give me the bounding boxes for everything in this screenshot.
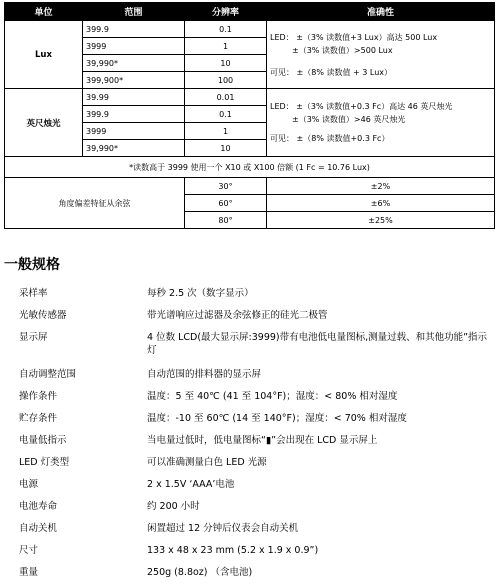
spec-value: 250g (8.8oz) （含电池)	[147, 567, 253, 578]
spec-key: 尺寸	[19, 545, 39, 556]
deviation-cell: ±2%	[267, 178, 495, 195]
deviation-cell: ±6%	[267, 195, 495, 212]
list-item	[19, 544, 489, 566]
table-row	[5, 157, 495, 178]
spec-key: LED 灯类型	[19, 457, 70, 468]
header-accuracy: 准确性	[267, 3, 495, 21]
range-cell: 3999	[83, 123, 185, 140]
header-range: 范围	[83, 3, 185, 21]
specification-table	[4, 2, 495, 229]
general-specs-list	[19, 287, 489, 588]
header-unit: 单位	[5, 3, 83, 21]
spec-key: 采样率	[19, 288, 48, 299]
spec-key: 电源	[19, 479, 39, 490]
spec-value: 4 位数 LCD(最大显示屏:3999)带有电池低电量图标,测量过载、和其他功能”指示灯	[147, 332, 488, 356]
spec-value: 可以准确测量白色 LED 光源	[147, 457, 267, 468]
accuracy-visible: 可见： ±（8% 读数值+0.3 Fc）	[270, 134, 390, 143]
angle-label: 角度偏差特征从余弦	[5, 178, 185, 229]
deviation-cell: ±25%	[267, 212, 495, 229]
unit-lux: Lux	[5, 21, 83, 89]
spec-key: 光敏传感器	[19, 310, 67, 321]
header-resolution: 分辨率	[185, 3, 267, 21]
spec-key: 贮存条件	[19, 413, 58, 424]
resolution-cell: 100	[185, 72, 267, 89]
spec-value: 温度：-10 至 60℃ (14 至 140°F)；湿度：< 70% 相对湿度	[147, 413, 407, 424]
resolution-cell: 10	[185, 55, 267, 72]
range-cell: 39.99	[83, 89, 185, 106]
spec-key: 自动关机	[19, 523, 58, 534]
range-cell: 399.9	[83, 21, 185, 38]
resolution-cell: 1	[185, 123, 267, 140]
angle-cell: 60°	[185, 195, 267, 212]
range-cell: 399.9	[83, 106, 185, 123]
list-item	[19, 331, 489, 368]
spec-value: 约 200 小时	[147, 501, 200, 512]
spec-value: 自动范围的排料器的显示屏	[147, 369, 262, 380]
range-cell: 39,990*	[83, 140, 185, 157]
list-item	[19, 287, 489, 309]
spec-key: 重量	[19, 567, 39, 578]
unit-foot-candle: 英尺烛光	[5, 89, 83, 157]
spec-value: 温度：5 至 40℃ (41 至 104°F)；湿度：< 80% 相对湿度	[147, 391, 398, 402]
list-item	[19, 478, 489, 500]
list-item	[19, 522, 489, 544]
spec-key: 自动调整范围	[19, 369, 77, 380]
spec-value: 每秒 2.5 次（数字显示）	[147, 288, 254, 299]
accuracy-led-high: ±（3% 读数值）>500 Lux	[292, 45, 393, 55]
range-cell: 3999	[83, 38, 185, 55]
range-cell: 39,990*	[83, 55, 185, 72]
accuracy-led: LED： ±（3% 读数值+3 Lux）高达 500 Lux	[270, 32, 438, 42]
resolution-cell: 10	[185, 140, 267, 157]
angle-cell: 30°	[185, 178, 267, 195]
section-title: 一般规格	[4, 257, 60, 273]
list-item	[19, 500, 489, 522]
resolution-cell: 0.1	[185, 21, 267, 38]
range-cell: 399,900*	[83, 72, 185, 89]
accuracy-led: LED： ±（3% 读数值+0.3 Fc）高达 46 英尺烛光	[270, 102, 453, 111]
list-item	[19, 309, 489, 331]
spec-key: 电池寿命	[19, 501, 58, 512]
list-item	[19, 456, 489, 478]
resolution-cell: 0.1	[185, 106, 267, 123]
spec-value: 闲置超过 12 分钟后仪表会自动关机	[147, 523, 299, 534]
table-row	[5, 21, 495, 38]
angle-cell: 80°	[185, 212, 267, 229]
table-footnote: *读数高于 3999 使用一个 X10 或 X100 倍额 (1 Fc = 10.76 Lux)	[5, 157, 495, 178]
spec-value: 当电量过低时，低电量图标“▮”会出现在 LCD 显示屏上	[147, 435, 378, 446]
list-item	[19, 434, 489, 456]
list-item	[19, 390, 489, 412]
spec-key: 电量低指示	[19, 435, 67, 446]
spec-key: 显示屏	[19, 332, 48, 343]
accuracy-visible: 可见： ±（8% 读数值 + 3 Lux）	[270, 67, 393, 77]
table-row	[5, 178, 495, 195]
spec-value: 2 x 1.5V ‘AAA’电池	[147, 479, 235, 490]
spec-key: 操作条件	[19, 391, 58, 402]
resolution-cell: 1	[185, 38, 267, 55]
accuracy-led-high: ±（3% 读数值）>46 英尺烛光	[292, 115, 406, 124]
list-item	[19, 368, 489, 390]
accuracy-fc	[267, 89, 495, 157]
spec-value: 133 x 48 x 23 mm (5.2 x 1.9 x 0.9”)	[147, 545, 319, 556]
list-item	[19, 412, 489, 434]
spec-value: 带光谱响应过滤器及余弦修正的硅光二极管	[147, 310, 328, 321]
resolution-cell: 0.01	[185, 89, 267, 106]
table-row	[5, 89, 495, 106]
table-header-row	[5, 3, 495, 21]
accuracy-lux	[267, 21, 495, 89]
